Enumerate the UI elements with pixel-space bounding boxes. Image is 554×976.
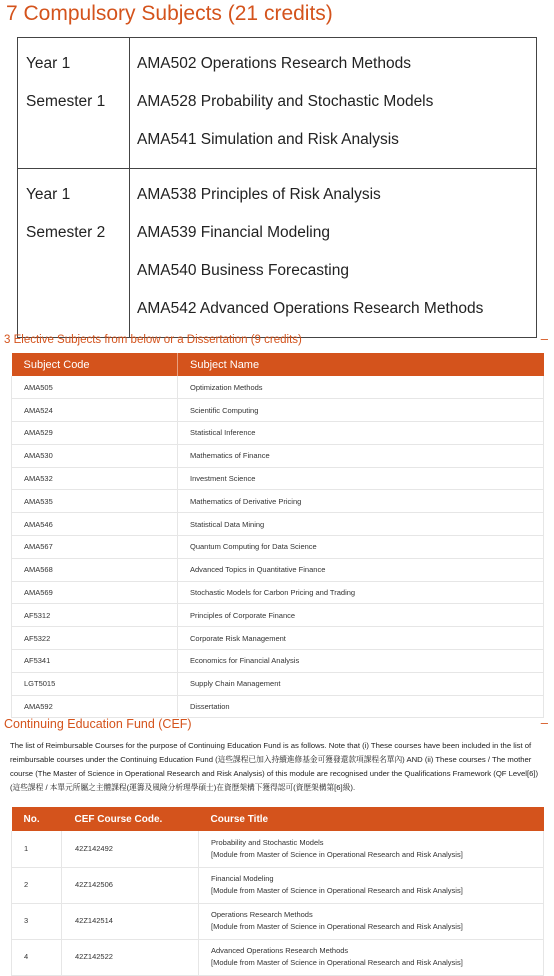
subject-item: AMA542 Advanced Operations Research Methods <box>137 300 484 317</box>
course-title: Financial Modeling <box>211 874 274 883</box>
subject-name-cell: Scientific Computing <box>178 399 544 422</box>
subject-code-cell: AMA505 <box>12 376 178 399</box>
subject-item: AMA538 Principles of Risk Analysis <box>137 186 381 203</box>
subject-name-cell: Statistical Inference <box>178 422 544 445</box>
column-header-no: No. <box>12 807 62 831</box>
table-row <box>12 444 544 467</box>
cef-description: The list of Reimbursable Courses for the purpose of Continuing Education Fund is as follows. Note that (i) These courses have been included in the list of reimbursable courses under the Continuing Education Fund (這些課程已加入持續進修基金可獲發還款項課程名單內) AND (ii) These courses / The mother course (The Master of Science in Operational Research and Risk Analysis) of this module are recognised under the Qualifications Framework (QF Level[6]) (這些課程 / 本單元所屬之主體課程(運籌及風險分析理學碩士)在資歷架構下獲得認可(資歷架構第[6]級). <box>10 741 539 792</box>
term-cell <box>18 169 130 338</box>
course-note: [Module from Master of Science in Operational Research and Risk Analysis] <box>211 886 463 895</box>
table-row <box>12 604 544 627</box>
subject-code-cell: AMA546 <box>12 513 178 536</box>
subject-item: AMA539 Financial Modeling <box>137 224 330 241</box>
table-row <box>12 513 544 536</box>
table-row <box>12 939 544 975</box>
table-row <box>12 867 544 903</box>
subject-name-cell: Corporate Risk Management <box>178 627 544 650</box>
collapse-icon[interactable]: – <box>540 331 548 346</box>
course-note: [Module from Master of Science in Operational Research and Risk Analysis] <box>211 849 463 859</box>
subject-item: AMA502 Operations Research Methods <box>137 55 411 72</box>
subject-code-cell: LGT5015 <box>12 672 178 695</box>
cef-code-cell: 42Z142492 <box>62 831 199 867</box>
table-row <box>12 581 544 604</box>
subject-item: AMA528 Probability and Stochastic Models <box>137 93 434 110</box>
semester-row <box>18 169 537 338</box>
subject-name-cell: Stochastic Models for Carbon Pricing and Trading <box>178 581 544 604</box>
table-header-row <box>12 353 544 376</box>
elective-section-title: 3 Elective Subjects from below or a Dissertation (9 credits) <box>4 334 302 346</box>
table-header-row <box>12 807 544 831</box>
course-title-cell <box>199 867 544 903</box>
row-number-cell: 3 <box>12 903 62 939</box>
course-note: [Module from Master of Science in Operational Research and Risk Analysis] <box>211 958 463 967</box>
cef-section-header[interactable] <box>4 717 550 733</box>
term-cell <box>18 38 130 169</box>
subject-code-cell: AMA568 <box>12 558 178 581</box>
row-number-cell: 2 <box>12 867 62 903</box>
collapse-icon[interactable]: – <box>540 715 548 730</box>
table-row <box>12 903 544 939</box>
year-label: Year 1 <box>26 186 71 203</box>
subject-name-cell: Advanced Topics in Quantitative Finance <box>178 558 544 581</box>
cef-code-cell: 42Z142514 <box>62 903 199 939</box>
table-row <box>12 376 544 399</box>
column-header-subject-code: Subject Code <box>12 353 178 376</box>
row-number-cell: 4 <box>12 939 62 975</box>
subject-item: AMA540 Business Forecasting <box>137 262 349 279</box>
table-row <box>12 536 544 559</box>
course-title: Operations Research Methods <box>211 910 313 919</box>
course-title-cell <box>199 903 544 939</box>
elective-section-header[interactable] <box>4 333 550 349</box>
cef-section-title: Continuing Education Fund (CEF) <box>4 717 192 731</box>
semester-label: Semester 2 <box>26 224 106 241</box>
subject-code-cell: AMA535 <box>12 490 178 513</box>
course-title: Advanced Operations Research Methods <box>211 946 349 955</box>
subject-name-cell: Principles of Corporate Finance <box>178 604 544 627</box>
subject-name-cell: Quantum Computing for Data Science <box>178 536 544 559</box>
subject-name-cell: Mathematics of Finance <box>178 444 544 467</box>
subject-code-cell: AMA524 <box>12 399 178 422</box>
row-number-cell: 1 <box>12 831 62 867</box>
column-header-subject-name: Subject Name <box>178 353 544 376</box>
column-header-cef-code: CEF Course Code. <box>62 807 199 831</box>
column-header-course-title: Course Title <box>199 807 544 831</box>
course-note: [Module from Master of Science in Operational Research and Risk Analysis] <box>211 922 463 931</box>
table-row <box>12 627 544 650</box>
subject-item: AMA541 Simulation and Risk Analysis <box>137 131 399 148</box>
table-row <box>12 490 544 513</box>
subjects-cell <box>130 169 537 338</box>
subject-name-cell: Investment Science <box>178 467 544 490</box>
subject-code-cell: AMA529 <box>12 422 178 445</box>
year-label: Year 1 <box>26 55 71 72</box>
subject-name-cell: Statistical Data Mining <box>178 513 544 536</box>
compulsory-subjects-title: 7 Compulsory Subjects (21 credits) <box>6 2 333 25</box>
subject-code-cell: AMA592 <box>12 695 178 718</box>
course-title-cell <box>199 831 544 867</box>
elective-subjects-table <box>11 353 544 718</box>
subjects-cell <box>130 38 537 169</box>
subject-code-cell: AF5341 <box>12 650 178 673</box>
subject-name-cell: Economics for Financial Analysis <box>178 650 544 673</box>
subject-code-cell: AMA567 <box>12 536 178 559</box>
cef-code-cell: 42Z142506 <box>62 867 199 903</box>
table-row <box>12 695 544 718</box>
cef-code-cell: 42Z142522 <box>62 939 199 975</box>
cef-courses-table <box>11 807 544 976</box>
course-title: Probability and Stochastic Models <box>211 837 324 847</box>
table-row <box>12 831 544 867</box>
compulsory-subjects-table <box>17 37 537 338</box>
subject-name-cell: Mathematics of Derivative Pricing <box>178 490 544 513</box>
subject-name-cell: Optimization Methods <box>178 376 544 399</box>
subject-code-cell: AMA569 <box>12 581 178 604</box>
semester-label: Semester 1 <box>26 93 106 110</box>
table-row <box>12 650 544 673</box>
subject-name-cell: Supply Chain Management <box>178 672 544 695</box>
subject-code-cell: AF5322 <box>12 627 178 650</box>
table-row <box>12 399 544 422</box>
subject-code-cell: AMA530 <box>12 444 178 467</box>
table-row <box>12 422 544 445</box>
semester-row <box>18 38 537 169</box>
subject-code-cell: AMA532 <box>12 467 178 490</box>
table-row <box>12 467 544 490</box>
subject-code-cell: AF5312 <box>12 604 178 627</box>
table-row <box>12 558 544 581</box>
subject-name-cell: Dissertation <box>178 695 544 718</box>
course-title-cell <box>199 939 544 975</box>
table-row <box>12 672 544 695</box>
